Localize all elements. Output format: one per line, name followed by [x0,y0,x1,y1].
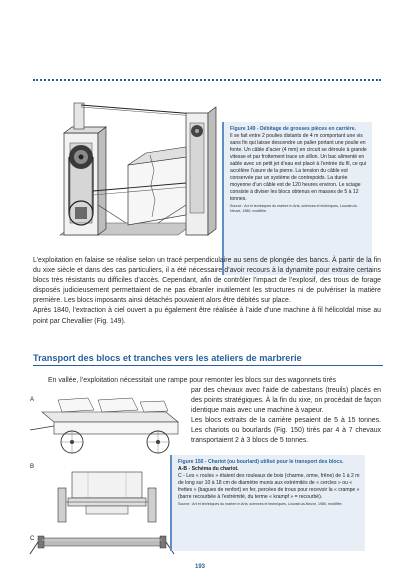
figure-150-letter-a: A [30,397,35,403]
page-number: 193 [194,564,205,570]
body-text [33,256,381,327]
figure-150-letter-c: C [30,536,35,542]
section-column-paragraph-2: Les blocs extraits de la carrière pesaient de 5 à 15 tonnes. Les chariots ou bourlards (Fig. 150) tirés par 4 à 7 chevaux transportaient 2 à 3 blocs de 5 tonnes. [191,417,381,445]
section-intro: En vallée, l’exploitation nécessitait une rampe pour remonter les blocs sur des wagonnets tirés [48,377,337,384]
section-column-paragraph-1: par des chevaux avec l’aide de cabestans (treuils) placés en des points stratégiques. À la fin du xixe, on procédait de façon identique mais avec une machine à vapeur. [191,387,381,415]
body-paragraph-1: L’exploitation en falaise se réalise selon un tracé perpendiculaire au sens de plongée des bancs. À partir de la fin du xixe siècle et dans des cas particuliers, il a été nécessaire d’avoir recours à la dynamite pour extraire certains blocs très résistants ou difficiles d’accès. Cependant, afin de contrôler l’impact de l’explosif, des trous de forage disposés judicieusement permettaient de ne pas ébranler inutilement les structures ni de pulvériser la matière première. Les blocs imposants ainsi détachés pouvaient alors être débités sur place. [33,257,381,305]
figure-149-illustration [58,95,228,250]
figure-149-caption-text: Il se fait entre 2 poulies distants de 4 m comportant une vis sans fin qui laisse descendre un palier portant une poulie en fonte. Un câble d’acier (4 mm) en circuit se déroule à grande vitesse et par frottement trace un sillon. Un bac alimenté en sable avec un petit jet d’eau est placé à l’entrée du fil, ce qui accélère l’usure de la pierre. La tension du câble est conservée par un système de contrepoids. La durée moyenne d’un câble est de 120 heures environ. Le sciage consiste à diviser les blocs obtenus en masses de 5 à 12 tonnes. [230,133,367,202]
figure-149-caption [222,122,372,275]
figure-150-source: Source : Art et techniques du marbre in Arts, sciences et techniques, Louvain-la-Neuve, 1980, modifiée. [178,502,343,506]
figure-150-title: Figure 150 - Chariot (ou bourlard) utilisé pour le transport des blocs. [178,459,344,465]
figure-149-title: Figure 149 - Débitage de grosses pièces en carrière. [230,126,356,132]
section-heading: Transport des blocs et tranches vers les ateliers de marbrerie [33,353,383,366]
figure-150-caption [170,455,365,551]
figure-150-line-ab: A-B - Schéma du chariot. [178,466,239,472]
figure-150-letter-b: B [30,464,35,470]
figure-150-line-c: C - Les « roules » étaient des rouleaux de bois (charme, orme, frêne) de 1 à 2 m de long sur 10 à 18 cm de diamètre munis aux extrémités de « cercles » ou « frettes » (bagues de renfort) en fer, percées de trous pour recevoir la « crampe » (barre recourbée à l’extrémité, du terme « krampf » = recourbé). [178,473,360,500]
figure-149-source: Source : Art et techniques du marbre in Arts, sciences et techniques, Louvain-la-Neuve, 1980, modifiée. [230,204,358,213]
top-dotted-rule [33,79,381,81]
body-paragraph-2: Après 1840, l’extraction à ciel ouvert a pu également être réalisée à l’aide d’une machine à fil hélicoïdal mise au point par Chevallier (Fig. 149). [33,307,381,325]
section-text-column [191,386,381,447]
